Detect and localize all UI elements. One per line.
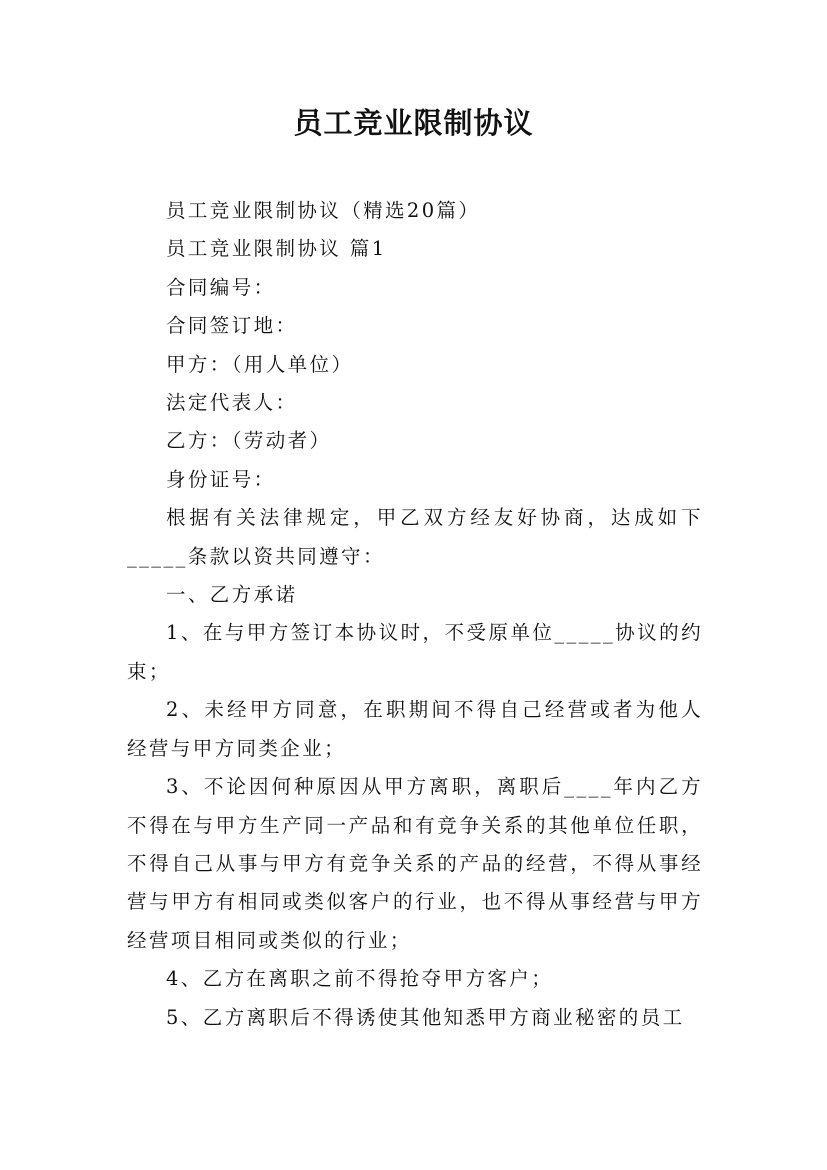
paragraph-id-number: 身份证号： bbox=[166, 467, 276, 491]
paragraph-preamble: 根据有关法律规定，甲乙双方经友好协商，达成如下_____条款以资共同遵守： bbox=[127, 506, 703, 568]
paragraph-clause-3: 3、不论因何种原因从甲方离职，离职后____年内乙方不得在与甲方生产同一产品和有竞争关系的其他单位任职，不得自己从事与甲方有竞争关系的产品的经营，不得从事经营与甲方有相同或类似客户的行业，也不得从事经营与甲方经营项目相同或类似的行业； bbox=[127, 775, 703, 952]
paragraph-clause-4: 4、乙方在离职之前不得抢夺甲方客户； bbox=[166, 967, 554, 991]
paragraph-legal-representative: 法定代表人： bbox=[166, 391, 298, 415]
document-title: 员工竞业限制协议 bbox=[293, 106, 534, 140]
paragraph-party-a: 甲方：（用人单位） bbox=[166, 352, 354, 376]
paragraph-section-heading: 员工竞业限制协议 篇1 bbox=[166, 237, 387, 261]
paragraph-signing-place: 合同签订地： bbox=[166, 314, 298, 338]
paragraph-clause-heading: 一、乙方承诺 bbox=[166, 583, 298, 607]
paragraph-clause-1: 1、在与甲方签订本协议时，不受原单位_____协议的约束； bbox=[127, 621, 703, 683]
paragraph-clause-5: 5、乙方离职后不得诱使其他知悉甲方商业秘密的员工 bbox=[166, 1005, 685, 1029]
paragraph-party-b: 乙方：（劳动者） bbox=[166, 429, 332, 453]
paragraph-subtitle: 员工竞业限制协议（精选20篇） bbox=[166, 199, 481, 222]
document-body bbox=[127, 192, 703, 1037]
paragraph-clause-2: 2、未经甲方同意，在职期间不得自己经营或者为他人经营与甲方同类企业； bbox=[127, 698, 703, 760]
paragraph-contract-number: 合同编号： bbox=[166, 275, 276, 299]
